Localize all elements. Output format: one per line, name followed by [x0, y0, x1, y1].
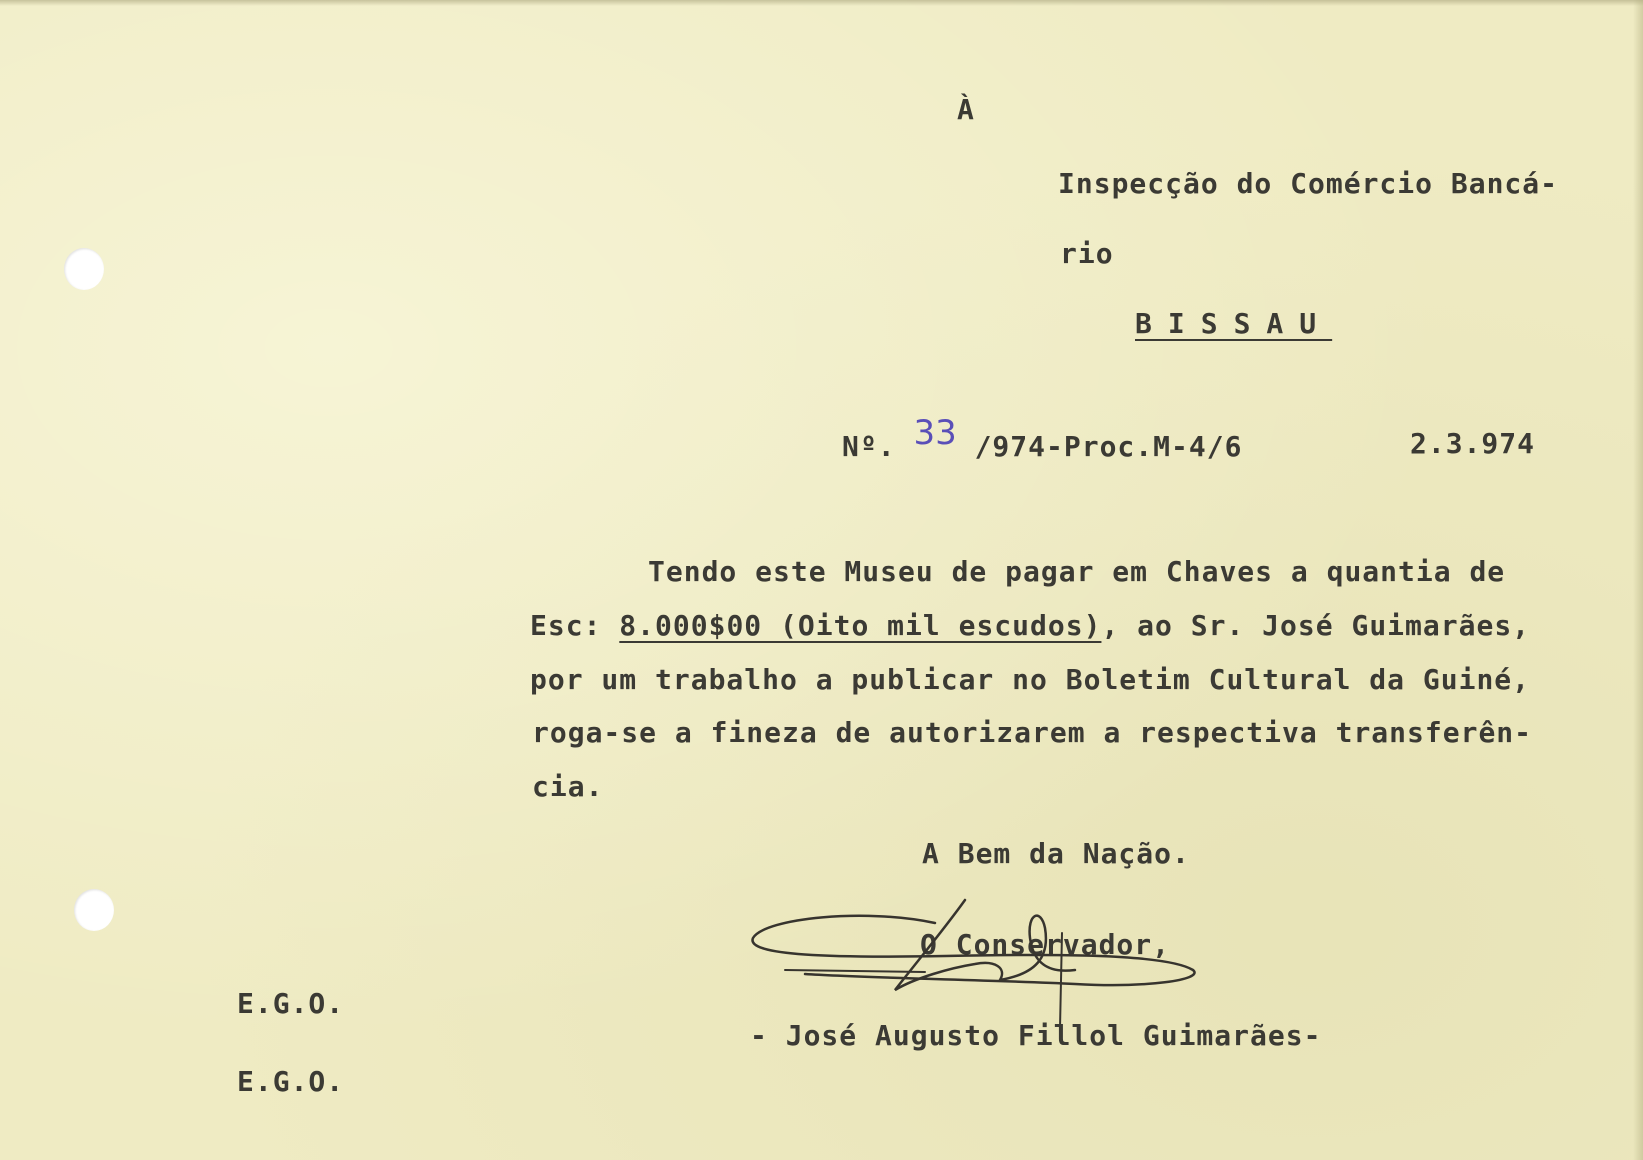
body-line-2-rest: , ao Sr. José Guimarães, — [1101, 609, 1531, 642]
paper-top-edge — [0, 0, 1643, 6]
body-line-4: roga-se a fineza de autorizarem a respectiva transferên- — [532, 716, 1533, 749]
recipient-line-2: rio — [1060, 237, 1114, 270]
paper-right-edge — [1633, 0, 1643, 1160]
closing-formula: A Bem da Nação. — [922, 837, 1190, 870]
recipient-city: BISSAU — [1135, 307, 1333, 340]
reference-line — [842, 413, 1243, 463]
distribution-mark-1: E.G.O. — [237, 987, 345, 1020]
handwritten-signature — [745, 898, 1205, 1038]
salutation: À — [957, 93, 975, 126]
distribution-mark-2: E.G.O. — [237, 1065, 345, 1098]
body-line-3: por um trabalho a publicar no Boletim Cultural da Guiné, — [530, 663, 1531, 696]
reference-prefix: Nº. — [842, 430, 896, 463]
signatory-name: - José Augusto Fillol Guimarães- — [750, 1019, 1322, 1052]
recipient-line-1: Inspecção do Comércio Bancá- — [1058, 167, 1559, 200]
body-line-2 — [530, 609, 1531, 642]
amount-underlined: 8.000$00 (Oito mil escudos) — [619, 609, 1102, 642]
signatory-title: O Conservador, — [920, 928, 1171, 961]
body-line-1: Tendo este Museu de pagar em Chaves a quantia de — [648, 555, 1506, 588]
punch-hole-top — [64, 248, 104, 290]
letter-date: 2.3.974 — [1410, 427, 1536, 460]
currency-label: Esc: — [530, 609, 602, 642]
body-line-5: cia. — [532, 770, 604, 803]
punch-hole-bottom — [74, 889, 114, 931]
reference-number-handwritten: 33 — [913, 413, 957, 453]
reference-suffix: /974-Proc.M-4/6 — [974, 430, 1243, 463]
